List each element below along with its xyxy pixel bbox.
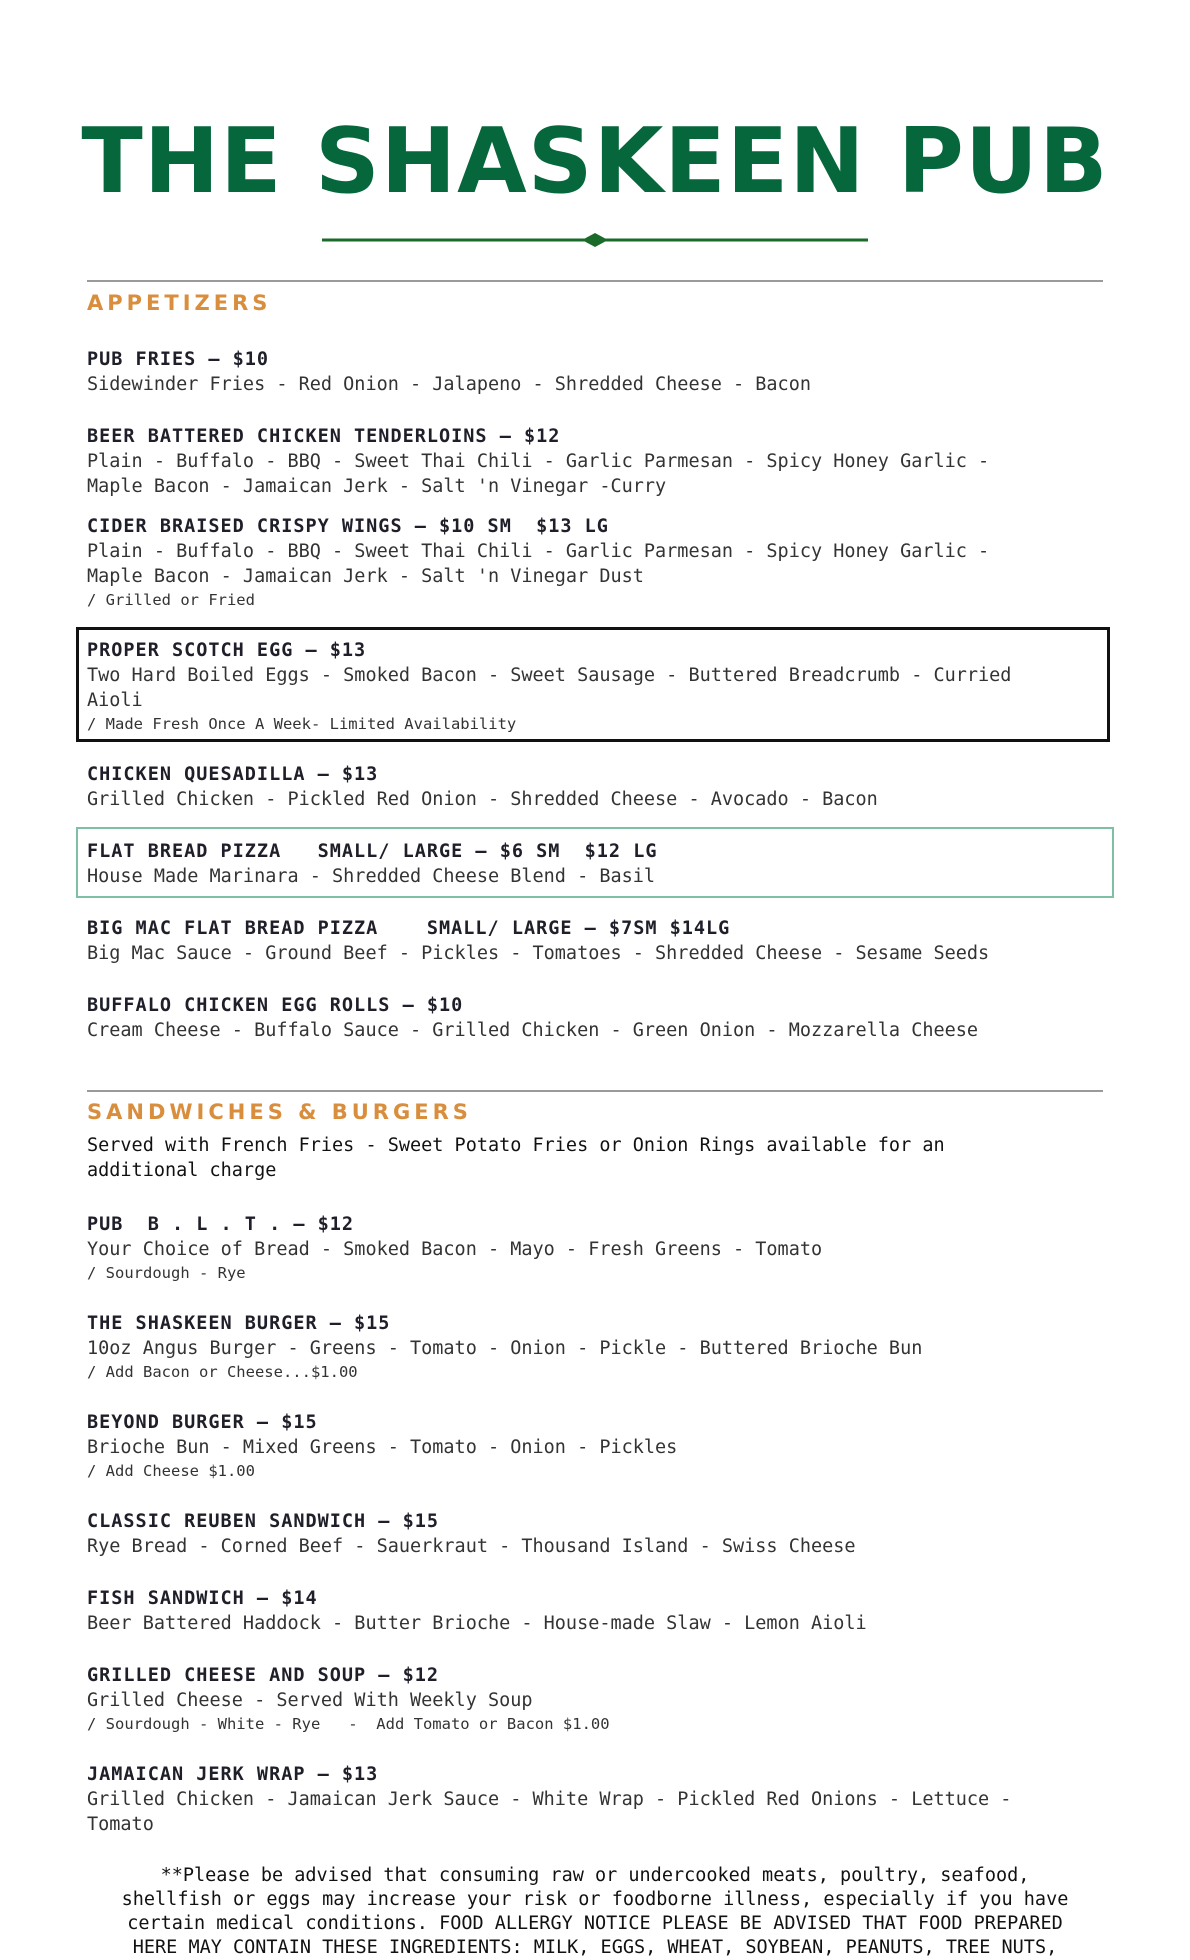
pub-title: THE SHASKEEN PUB	[81, 109, 1109, 214]
menu-item	[87, 514, 1107, 611]
appetizers-divider	[87, 280, 1103, 282]
menu-item	[87, 1410, 1107, 1482]
item-name: BUFFALO CHICKEN EGG ROLLS – $10	[87, 995, 464, 1016]
item-name: BIG MAC FLAT BREAD PIZZA SMALL/ LARGE – $7SM $14LG	[87, 918, 731, 939]
item-note: / Add Bacon or Cheese...$1.00	[87, 1363, 358, 1381]
item-name: PUB FRIES – $10	[87, 349, 270, 370]
menu-item	[87, 638, 1107, 735]
allergy-disclaimer: **Please be advised that consuming raw or undercooked meats, poultry, seafood, shellfish or eggs may increase your risk or foodborne illness, especially if you have certain medical conditions. FOOD ALLERGY NOTICE PLEASE BE ADVISED THAT FOOD PREPARED HERE MAY CONTAIN THESE INGREDIENTS: MILK, EGGS, WHEAT, SOYBEAN, PEANUTS, TREE NUTS,	[121, 1865, 1069, 1958]
item-description: Beer Battered Haddock - Butter Brioche - House-made Slaw - Lemon Aioli	[87, 1613, 867, 1634]
item-name: PUB B . L . T . – $12	[87, 1214, 355, 1235]
appetizers-heading: APPETIZERS	[87, 291, 272, 315]
menu-item	[87, 993, 1107, 1043]
item-name: PROPER SCOTCH EGG – $13	[87, 640, 367, 661]
menu-item	[87, 1586, 1107, 1636]
item-name: CHICKEN QUESADILLA – $13	[87, 764, 379, 785]
item-description: Plain - Buffalo - BBQ - Sweet Thai Chili - Garlic Parmesan - Spicy Honey Garlic - Maple Bacon - Jamaican Jerk - Salt 'n Vinegar Dust	[87, 541, 990, 587]
item-description: Two Hard Boiled Eggs - Smoked Bacon - Sweet Sausage - Buttered Breadcrumb - Curried Aioli	[87, 665, 1012, 711]
menu-item	[87, 424, 1107, 499]
menu-item	[87, 1212, 1107, 1284]
item-note: / Made Fresh Once A Week- Limited Availability	[87, 715, 517, 733]
item-description: 10oz Angus Burger - Greens - Tomato - Onion - Pickle - Buttered Brioche Bun	[87, 1338, 923, 1359]
item-note: / Sourdough - Rye	[87, 1264, 246, 1282]
item-name: THE SHASKEEN BURGER – $15	[87, 1313, 391, 1334]
item-name: GRILLED CHEESE AND SOUP – $12	[87, 1665, 440, 1686]
menu-item	[87, 1663, 1107, 1735]
item-name: FLAT BREAD PIZZA SMALL/ LARGE – $6 SM $12 LG	[87, 841, 658, 862]
item-description: Sidewinder Fries - Red Onion - Jalapeno - Shredded Cheese - Bacon	[87, 374, 811, 395]
item-description: Brioche Bun - Mixed Greens - Tomato - Onion - Pickles	[87, 1437, 678, 1458]
menu-item	[87, 347, 1107, 397]
item-description: Grilled Chicken - Pickled Red Onion - Shredded Cheese - Avocado - Bacon	[87, 789, 878, 810]
item-description: Plain - Buffalo - BBQ - Sweet Thai Chili - Garlic Parmesan - Spicy Honey Garlic - Maple Bacon - Jamaican Jerk - Salt 'n Vinegar -Curry	[87, 451, 990, 497]
item-name: BEYOND BURGER – $15	[87, 1412, 318, 1433]
item-note: / Sourdough - White - Rye - Add Tomato or Bacon $1.00	[87, 1715, 610, 1733]
item-description: Big Mac Sauce - Ground Beef - Pickles - Tomatoes - Shredded Cheese - Sesame Seeds	[87, 943, 990, 964]
sandwiches-divider	[87, 1090, 1103, 1092]
item-name: CLASSIC REUBEN SANDWICH – $15	[87, 1511, 440, 1532]
item-description: House Made Marinara - Shredded Cheese Blend - Basil	[87, 866, 656, 887]
item-description: Cream Cheese - Buffalo Sauce - Grilled Chicken - Green Onion - Mozzarella Cheese	[87, 1020, 979, 1041]
menu-item	[87, 1509, 1107, 1559]
item-description: Your Choice of Bread - Smoked Bacon - Mayo - Fresh Greens - Tomato	[87, 1239, 823, 1260]
sandwiches-intro: Served with French Fries - Sweet Potato Fries or Onion Rings available for an additional charge	[87, 1135, 945, 1181]
menu-item	[87, 1762, 1107, 1837]
item-description: Rye Bread - Corned Beef - Sauerkraut - Thousand Island - Swiss Cheese	[87, 1536, 856, 1557]
item-name: CIDER BRAISED CRISPY WINGS – $10 SM $13 LG	[87, 516, 609, 537]
title-divider-icon	[320, 230, 870, 250]
menu-item	[87, 839, 1107, 889]
item-note: / Grilled or Fried	[87, 591, 255, 609]
item-name: BEER BATTERED CHICKEN TENDERLOINS – $12	[87, 426, 561, 447]
item-note: / Add Cheese $1.00	[87, 1462, 255, 1480]
menu-item	[87, 762, 1107, 812]
item-name: JAMAICAN JERK WRAP – $13	[87, 1764, 379, 1785]
menu-item	[87, 916, 1107, 966]
sandwiches-heading: SANDWICHES & BURGERS	[87, 1100, 472, 1124]
item-description: Grilled Cheese - Served With Weekly Soup	[87, 1690, 533, 1711]
menu-item	[87, 1311, 1107, 1383]
item-description: Grilled Chicken - Jamaican Jerk Sauce - White Wrap - Pickled Red Onions - Lettuce - Tomato	[87, 1789, 1012, 1835]
item-name: FISH SANDWICH – $14	[87, 1588, 318, 1609]
